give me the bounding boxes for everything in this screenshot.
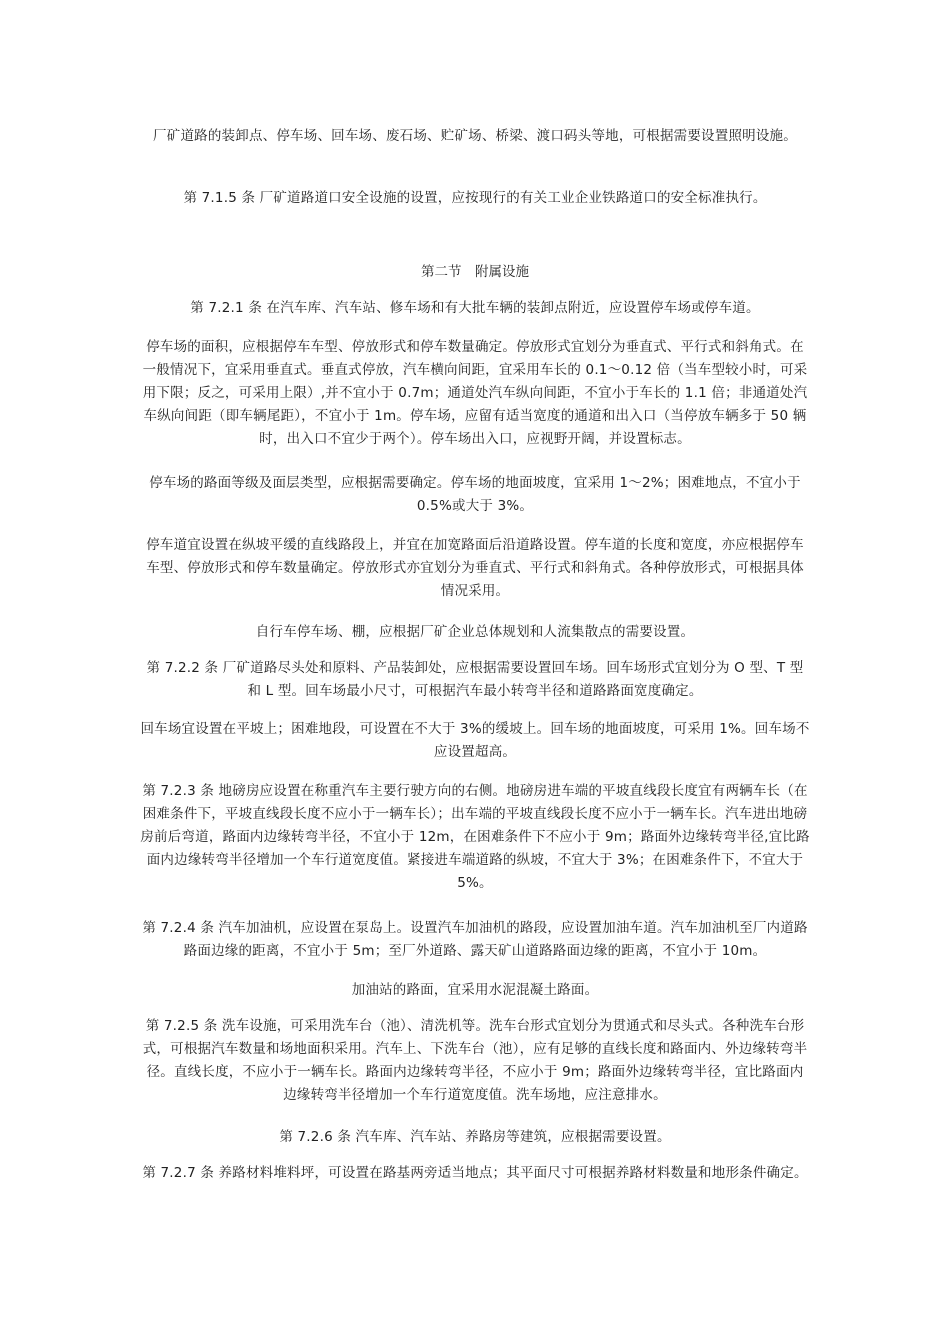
paragraph-7-2-6: 第 7.2.6 条 汽车库、汽车站、养路房等建筑，应根据需要设置。 <box>279 1129 671 1145</box>
section-heading: 第二节 附属设施 <box>421 264 529 280</box>
paragraph-7-2-4: 第 7.2.4 条 汽车加油机，应设置在泵岛上。设置汽车加油机的路段，应设置加油车道。汽车加油机至厂内道路路面边缘的距离，不宜小于 5m；至厂外道路、露天矿山道路路面边缘的距离，不宜小于 10m。 <box>142 920 808 959</box>
paragraph-turnaround-slope: 回车场宜设置在平坡上；困难地段，可设置在不大于 3%的缓坡上。回车场的地面坡度，可采用 1%。回车场不应设置超高。 <box>140 721 810 760</box>
paragraph-7-2-2: 第 7.2.2 条 厂矿道路尽头处和原料、产品装卸处，应根据需要设置回车场。回车场形式宜划分为 O 型、T 型和 L 型。回车场最小尺寸，可根据汽车最小转弯半径和道路路面宽度确定。 <box>146 660 804 699</box>
paragraph-fuel-station-surface: 加油站的路面，宜采用水泥混凝土路面。 <box>351 982 599 998</box>
paragraph-7-1-5: 第 7.1.5 条 厂矿道路道口安全设施的设置，应按现行的有关工业企业铁路道口的安全标准执行。 <box>183 190 767 206</box>
document-page <box>140 0 810 1344</box>
paragraph-lighting: 厂矿道路的装卸点、停车场、回车场、废石场、贮矿场、桥梁、渡口码头等地，可根据需要设置照明设施。 <box>153 128 797 144</box>
paragraph-parking-surface: 停车场的路面等级及面层类型，应根据需要确定。停车场的地面坡度，宜采用 1～2%；困难地点，不宜小于 0.5%或大于 3%。 <box>149 475 801 514</box>
paragraph-7-2-3: 第 7.2.3 条 地磅房应设置在称重汽车主要行驶方向的右侧。地磅房进车端的平坡直线段长度宜有两辆车长（在困难条件下，平坡直线段长度不应小于一辆车长）；出车端的平坡直线段长度不应小于一辆车长。汽车进出地磅房前后弯道，路面内边缘转弯半径，不宜小于 12m，在困难条件下不应小于 9m；路面外边缘转弯半径,宜比路面内边缘转弯半径增加一个车行道宽度值。紧接进车端道路的纵坡，不宜大于 3%；在困难条件下，不宜大于 5%。 <box>140 783 810 891</box>
paragraph-parking-lane: 停车道宜设置在纵坡平缓的直线路段上，并宜在加宽路面后沿道路设置。停车道的长度和宽度，亦应根据停车车型、停放形式和停车数量确定。停放形式亦宜划分为垂直式、平行式和斜角式。各种停放形式，可根据具体情况采用。 <box>146 537 804 599</box>
paragraph-parking-area: 停车场的面积，应根据停车车型、停放形式和停车数量确定。停放形式宜划分为垂直式、平行式和斜角式。在一般情况下，宜采用垂直式。垂直式停放，汽车横向间距，宜采用车长的 0.1～0.12 倍（当车型较小时，可采用下限；反之，可采用上限）,并不宜小于 0.7m；通道处汽车纵向间距，不宜小于车长的 1.1 倍；非通道处汽车纵向间距（即车辆尾距），不宜小于 1m。停车场，应留有适当宽度的通道和出入口（当停放车辆多于 50 辆时，出入口不宜少于两个）。停车场出入口，应视野开阔，并设置标志。 <box>142 339 808 447</box>
paragraph-7-2-1: 第 7.2.1 条 在汽车库、汽车站、修车场和有大批车辆的装卸点附近，应设置停车场或停车道。 <box>190 300 760 316</box>
paragraph-7-2-7: 第 7.2.7 条 养路材料堆料坪，可设置在路基两旁适当地点；其平面尺寸可根据养路材料数量和地形条件确定。 <box>142 1165 808 1181</box>
paragraph-bicycle-parking: 自行车停车场、棚，应根据厂矿企业总体规划和人流集散点的需要设置。 <box>255 624 695 640</box>
paragraph-7-2-5: 第 7.2.5 条 洗车设施，可采用洗车台（池）、清洗机等。洗车台形式宜划分为贯通式和尽头式。各种洗车台形式，可根据汽车数量和场地面积采用。汽车上、下洗车台（池），应有足够的直线长度和路面内、外边缘转弯半径。直线长度，不应小于一辆车长。路面内边缘转弯半径，不应小于 9m；路面外边缘转弯半径，宜比路面内边缘转弯半径增加一个车行道宽度值。洗车场地，应注意排水。 <box>142 1018 808 1103</box>
